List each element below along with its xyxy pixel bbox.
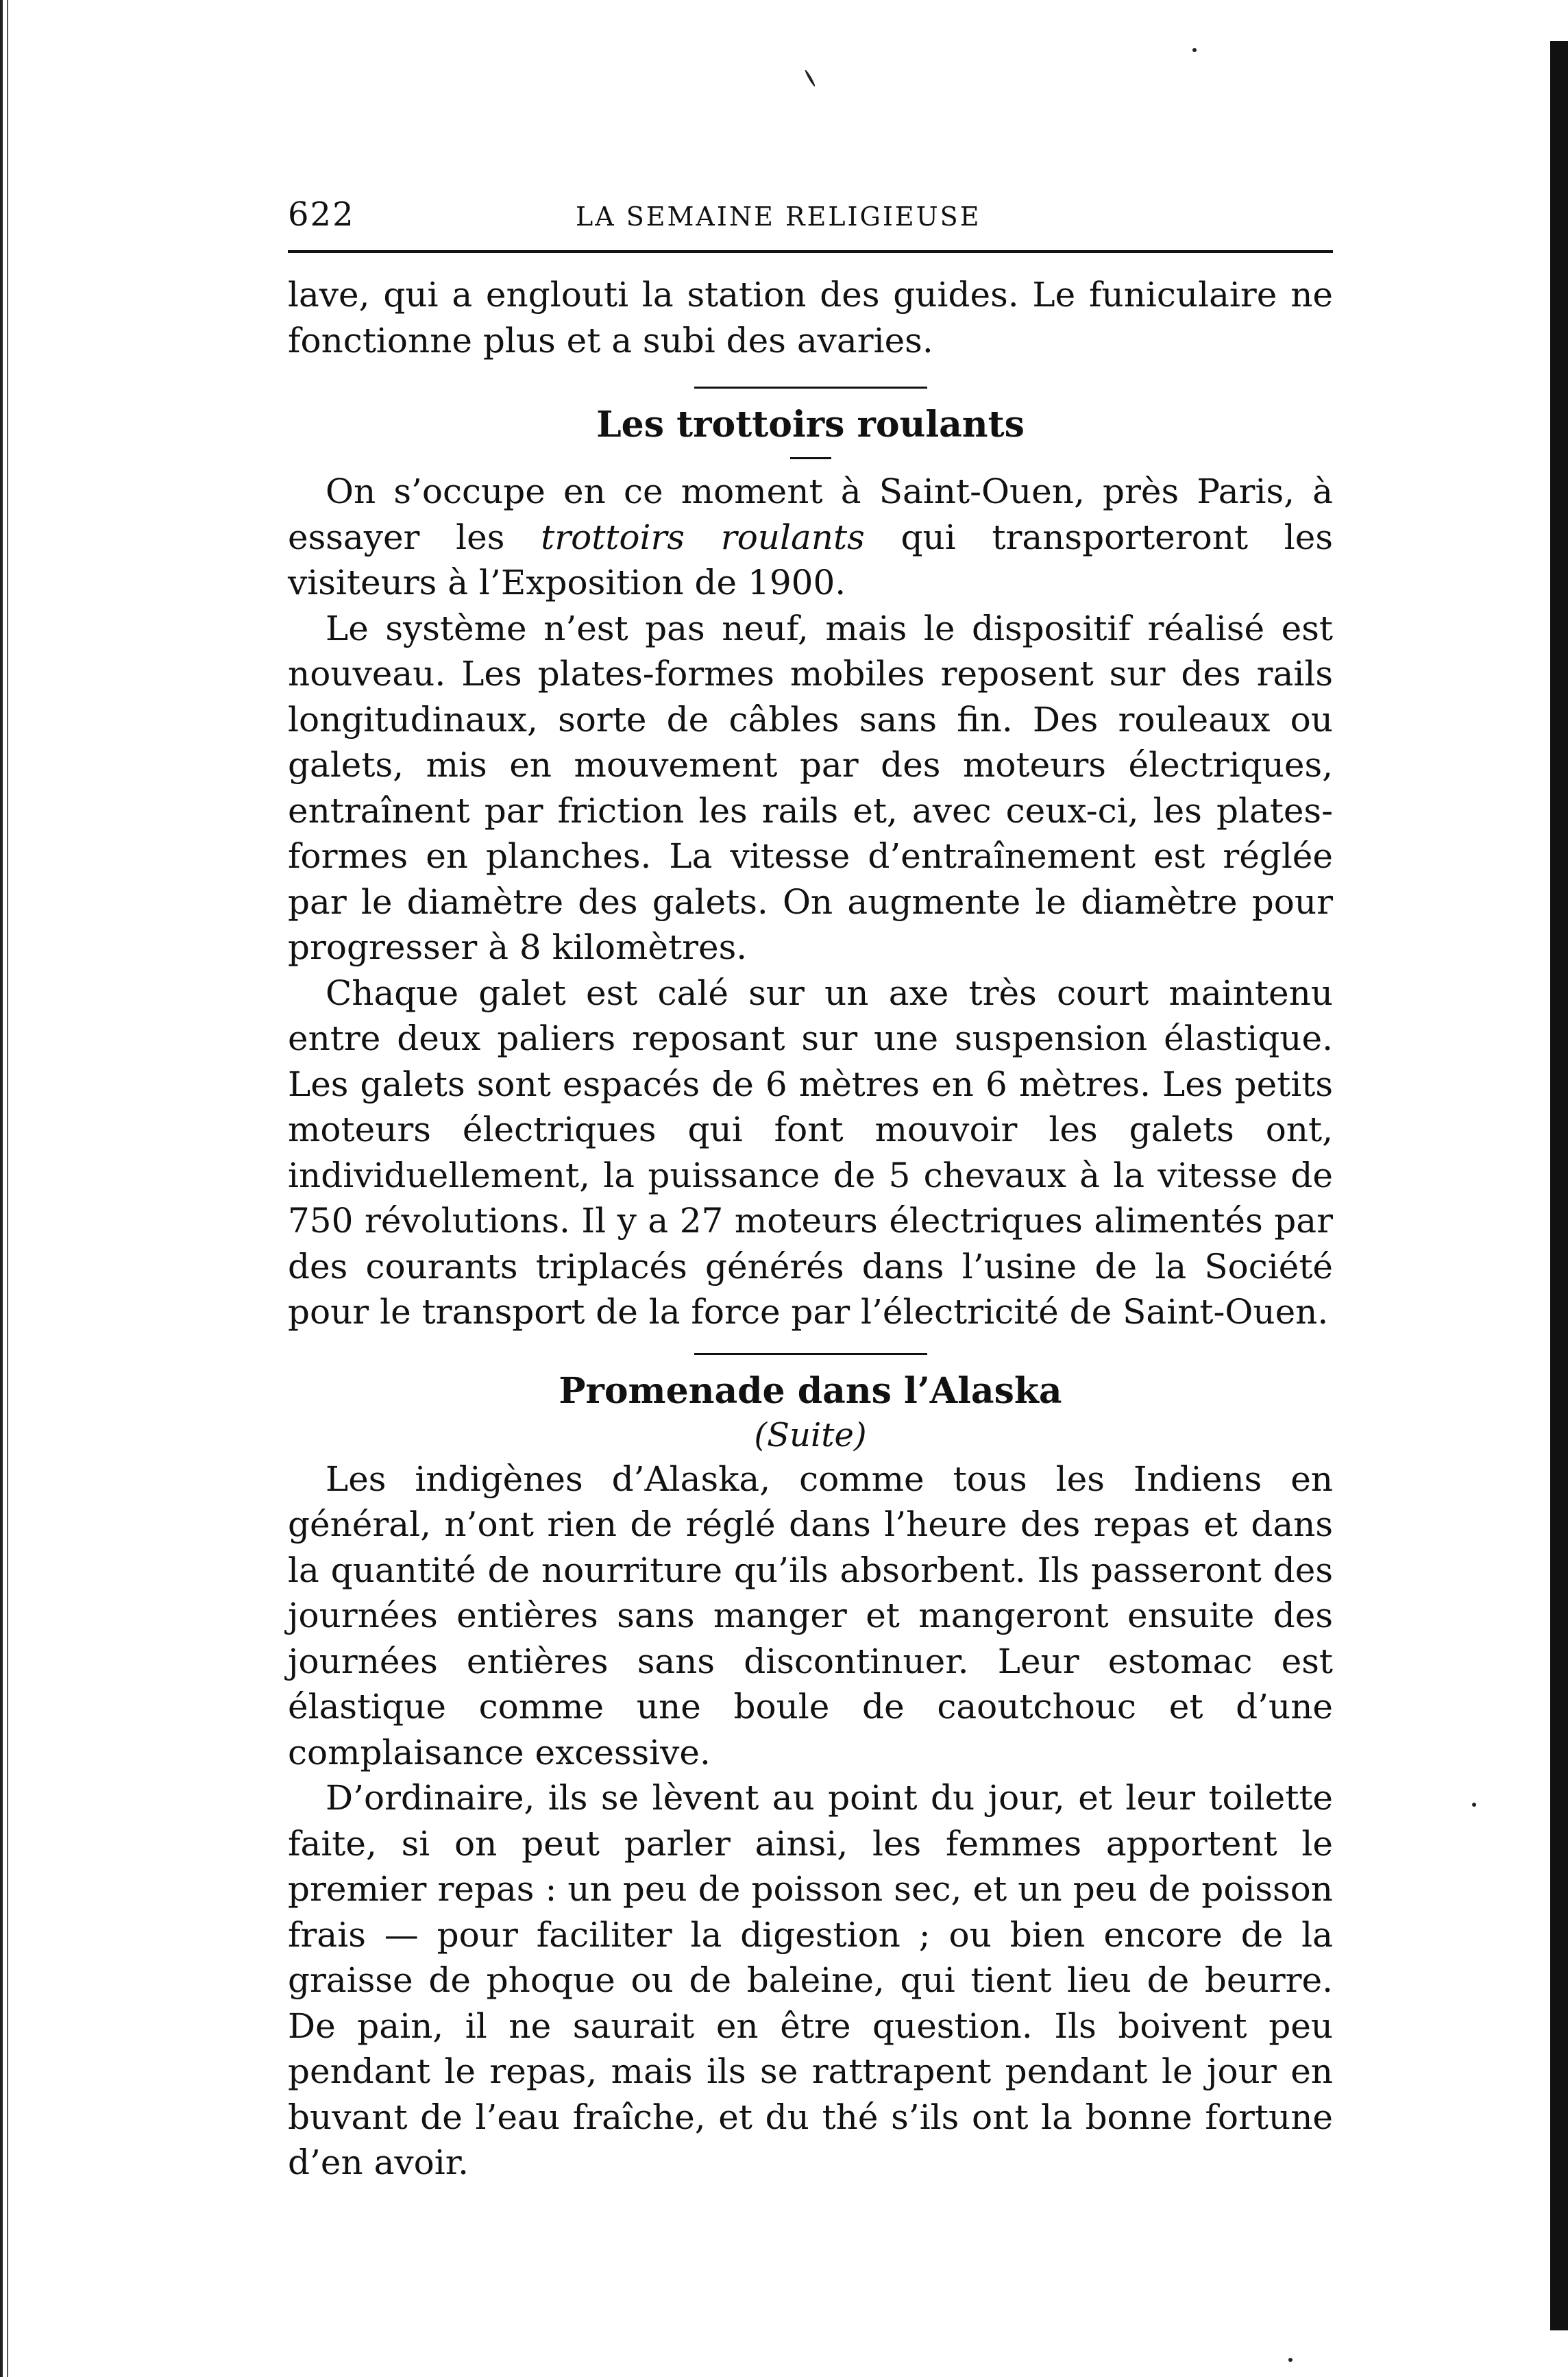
running-title: LA SEMAINE RELIGIEUSE: [576, 202, 981, 232]
page-number: 622: [288, 195, 355, 234]
scan-speck: [1288, 2358, 1293, 2362]
paragraph-text: qui transporteront les visiteurs à l’Exposition de 1900.: [288, 517, 1334, 602]
section-title-alaska: Promenade dans l’Alaska: [559, 1369, 1062, 1412]
paragraph-text: On s’occupe en ce moment à Saint-Ouen, près Paris, à essayer les: [288, 472, 1333, 557]
paragraph: Les indigènes d’Alaska, comme tous les Indiens en général, n’ont rien de réglé dans l’heure des repas et dans la quantité de nourriture qu’ils absorbent. Ils passeront des journées entières sans manger et mangeront ensuite des journées entières sans discontinuer. Leur estomac est élastique comme une boule de caoutchouc et d’une complaisance excessive.: [288, 1459, 1333, 1772]
scan-speck: [804, 69, 816, 87]
scan-right-edge: [1550, 41, 1568, 2330]
section-subtitle: (Suite): [754, 1415, 867, 1454]
paragraph: Chaque galet est calé sur un axe très court maintenu entre deux paliers reposant sur une suspension élastique. Les galets sont espacés de 6 mètres en 6 mètres. Les petits moteurs électriques qui font mouvoir les galets ont, individuellement, la puissance de 5 chevaux à la vitesse de 750 révolutions. Il y a 27 moteurs électriques alimentés par des courants triplacés générés dans l’usine de la Société pour le transport de la force par l’électricité de Saint-Ouen.: [288, 973, 1333, 1332]
scan-speck: [1192, 48, 1197, 52]
page-content: [288, 195, 1333, 2186]
scan-left-edge: [0, 0, 11, 2377]
running-header: [288, 195, 1333, 253]
italic-term: trottoirs roulants: [541, 517, 865, 557]
section-title-trottoirs: Les trottoirs roulants: [596, 404, 1025, 446]
intro-paragraph: lave, qui a englouti la station des guides. Le funiculaire ne fonctionne plus et a subi des avaries.: [288, 275, 1333, 361]
scan-speck: [1472, 1803, 1476, 1807]
paragraph: D’ordinaire, ils se lèvent au point du jour, et leur toilette faite, si on peut parler ainsi, les femmes apportent le premier repas : un peu de poisson sec, et un peu de poisson frais — pour faciliter la digestion ; ou bien encore de la graisse de phoque ou de baleine, qui tient lieu de beurre. De pain, il ne saurait en être question. Ils boivent peu pendant le repas, mais ils se rattrapent pendant le jour en buvant de l’eau fraîche, et du thé s’ils ont la bonne fortune d’en avoir.: [288, 1778, 1333, 2182]
paragraph: Le système n’est pas neuf, mais le dispositif réalisé est nouveau. Les plates-formes mobiles reposent sur des rails longitudinaux, sorte de câbles sans fin. Des rouleaux ou galets, mis en mouvement par des moteurs électriques, entraînent par friction les rails et, avec ceux-ci, les plates-formes en planches. La vitesse d’entraînement est réglée par le diamètre des galets. On augmente le diamètre pour progresser à 8 kilomètres.: [288, 608, 1333, 967]
paragraph: [288, 469, 1333, 606]
